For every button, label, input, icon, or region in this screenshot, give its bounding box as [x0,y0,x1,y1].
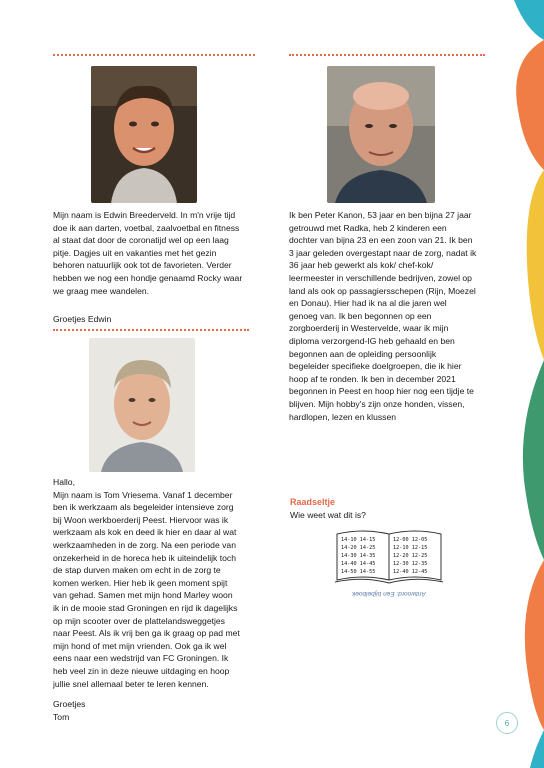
peter-bio: Ik ben Peter Kanon, 53 jaar en ben bijna 27 jaar getrouwd met Radka, heb 2 kinderen een dochter van bijna 23 en een zoon van 21. Ik ben 3 jaar geleden overgestapt naar de zorg, nadat ik 36 jaar heb gewerkt als kok/ chef-kok/ leermeester in verschillende bedrijven, zowel op land als ook op passagiersschepen (Rijn, Moezel en Donau). Hier had ik na al die jaren wel genoeg van. Ik ben begonnen op een zorgboerderij in Westervelde, waar ik mijn diploma verzorgend-IG heb gehaald en ben begonnen aan de opleiding persoonlijk begeleider specifieke doelgroepen, die ik hier hoop af te ronden. Ik ben in december 2021 begonnen in Peest en hoop hier nog een tijdje te blijven. Mijn hobby's zijn onze honden, vissen, hardlopen, lezen en klussen [289,210,477,422]
peter-photo [327,66,435,203]
book-line: 14-20 14-25 [341,545,376,551]
book-line: 14-30 14-35 [341,553,376,559]
divider-mid-left [53,329,249,331]
book-line: 14-10 14-15 [341,537,376,543]
edwin-bio: Mijn naam is Edwin Breederveld. In m'n vrije tijd doe ik aan darten, voetbal, zaalvoetbal en fitness al staat dat door de coronatijd wel op een laag pitje. Dagjes uit en vakanties met het gezin behoren natuurlijk ook tot de favorieten. Verder hebben we nog een hondje genaamd Rocky waar we graag mee wandelen. [53,210,243,296]
divider-top-right [289,54,485,56]
book-line: 12-00 12-05 [393,537,428,543]
book-line: 12-20 12-25 [393,553,428,559]
book-left-page [341,536,387,576]
page-number: 6 [496,712,518,734]
tom-bio: Hallo, Mijn naam is Tom Vriesema. Vanaf 1 december ben ik werkzaam als begeleider intensieve zorg bij Woon werkboerderij Peest. Hiervoor was ik werkzaam als kok en deed ik hier en daar al wat werkzaamheden in de zorg. Na een periode van onzekerheid in de horeca heb ik uiteindelijk toch de stap durven maken om echt in de zorg te komen werken. Hier heb ik geen moment spijt van gehad. Samen met mijn hond Marley woon ik in de mooie stad Groningen en rijd ik dagelijks op mijn scooter over de plattelandsweggetjes naar Peest. Als ik vrij ben ga ik graag op pad met mijn hond of met mijn vrienden. Ook ga ik wel eens naar een wedstrijd van FC Groningen. Ik heb veel zin in deze nieuwe uitdaging en hoop jullie snel allemaal beter te leren kennen. [53,477,240,689]
tom-signoff: Groetjes Tom [53,699,86,722]
riddle-title: Raadseltje [290,497,336,507]
book-line: 14-50 14-55 [341,569,376,575]
edwin-signoff: Groetjes Edwin [53,314,112,324]
riddle-question: Wie weet wat dit is? [290,510,366,520]
tom-photo [89,338,195,472]
book-line: 12-10 12-15 [393,545,428,551]
book-line: 12-30 12-35 [393,561,428,567]
riddle-answer-upside-down: Antwoord: Een bijbelboek [352,590,426,597]
edwin-photo [91,66,197,203]
divider-top-left [53,54,255,56]
book-line: 12-40 12-45 [393,569,428,575]
decorative-side-stripe [504,0,544,768]
book-right-page [393,536,439,576]
open-book-drawing [333,528,445,584]
book-line: 14-40 14-45 [341,561,376,567]
